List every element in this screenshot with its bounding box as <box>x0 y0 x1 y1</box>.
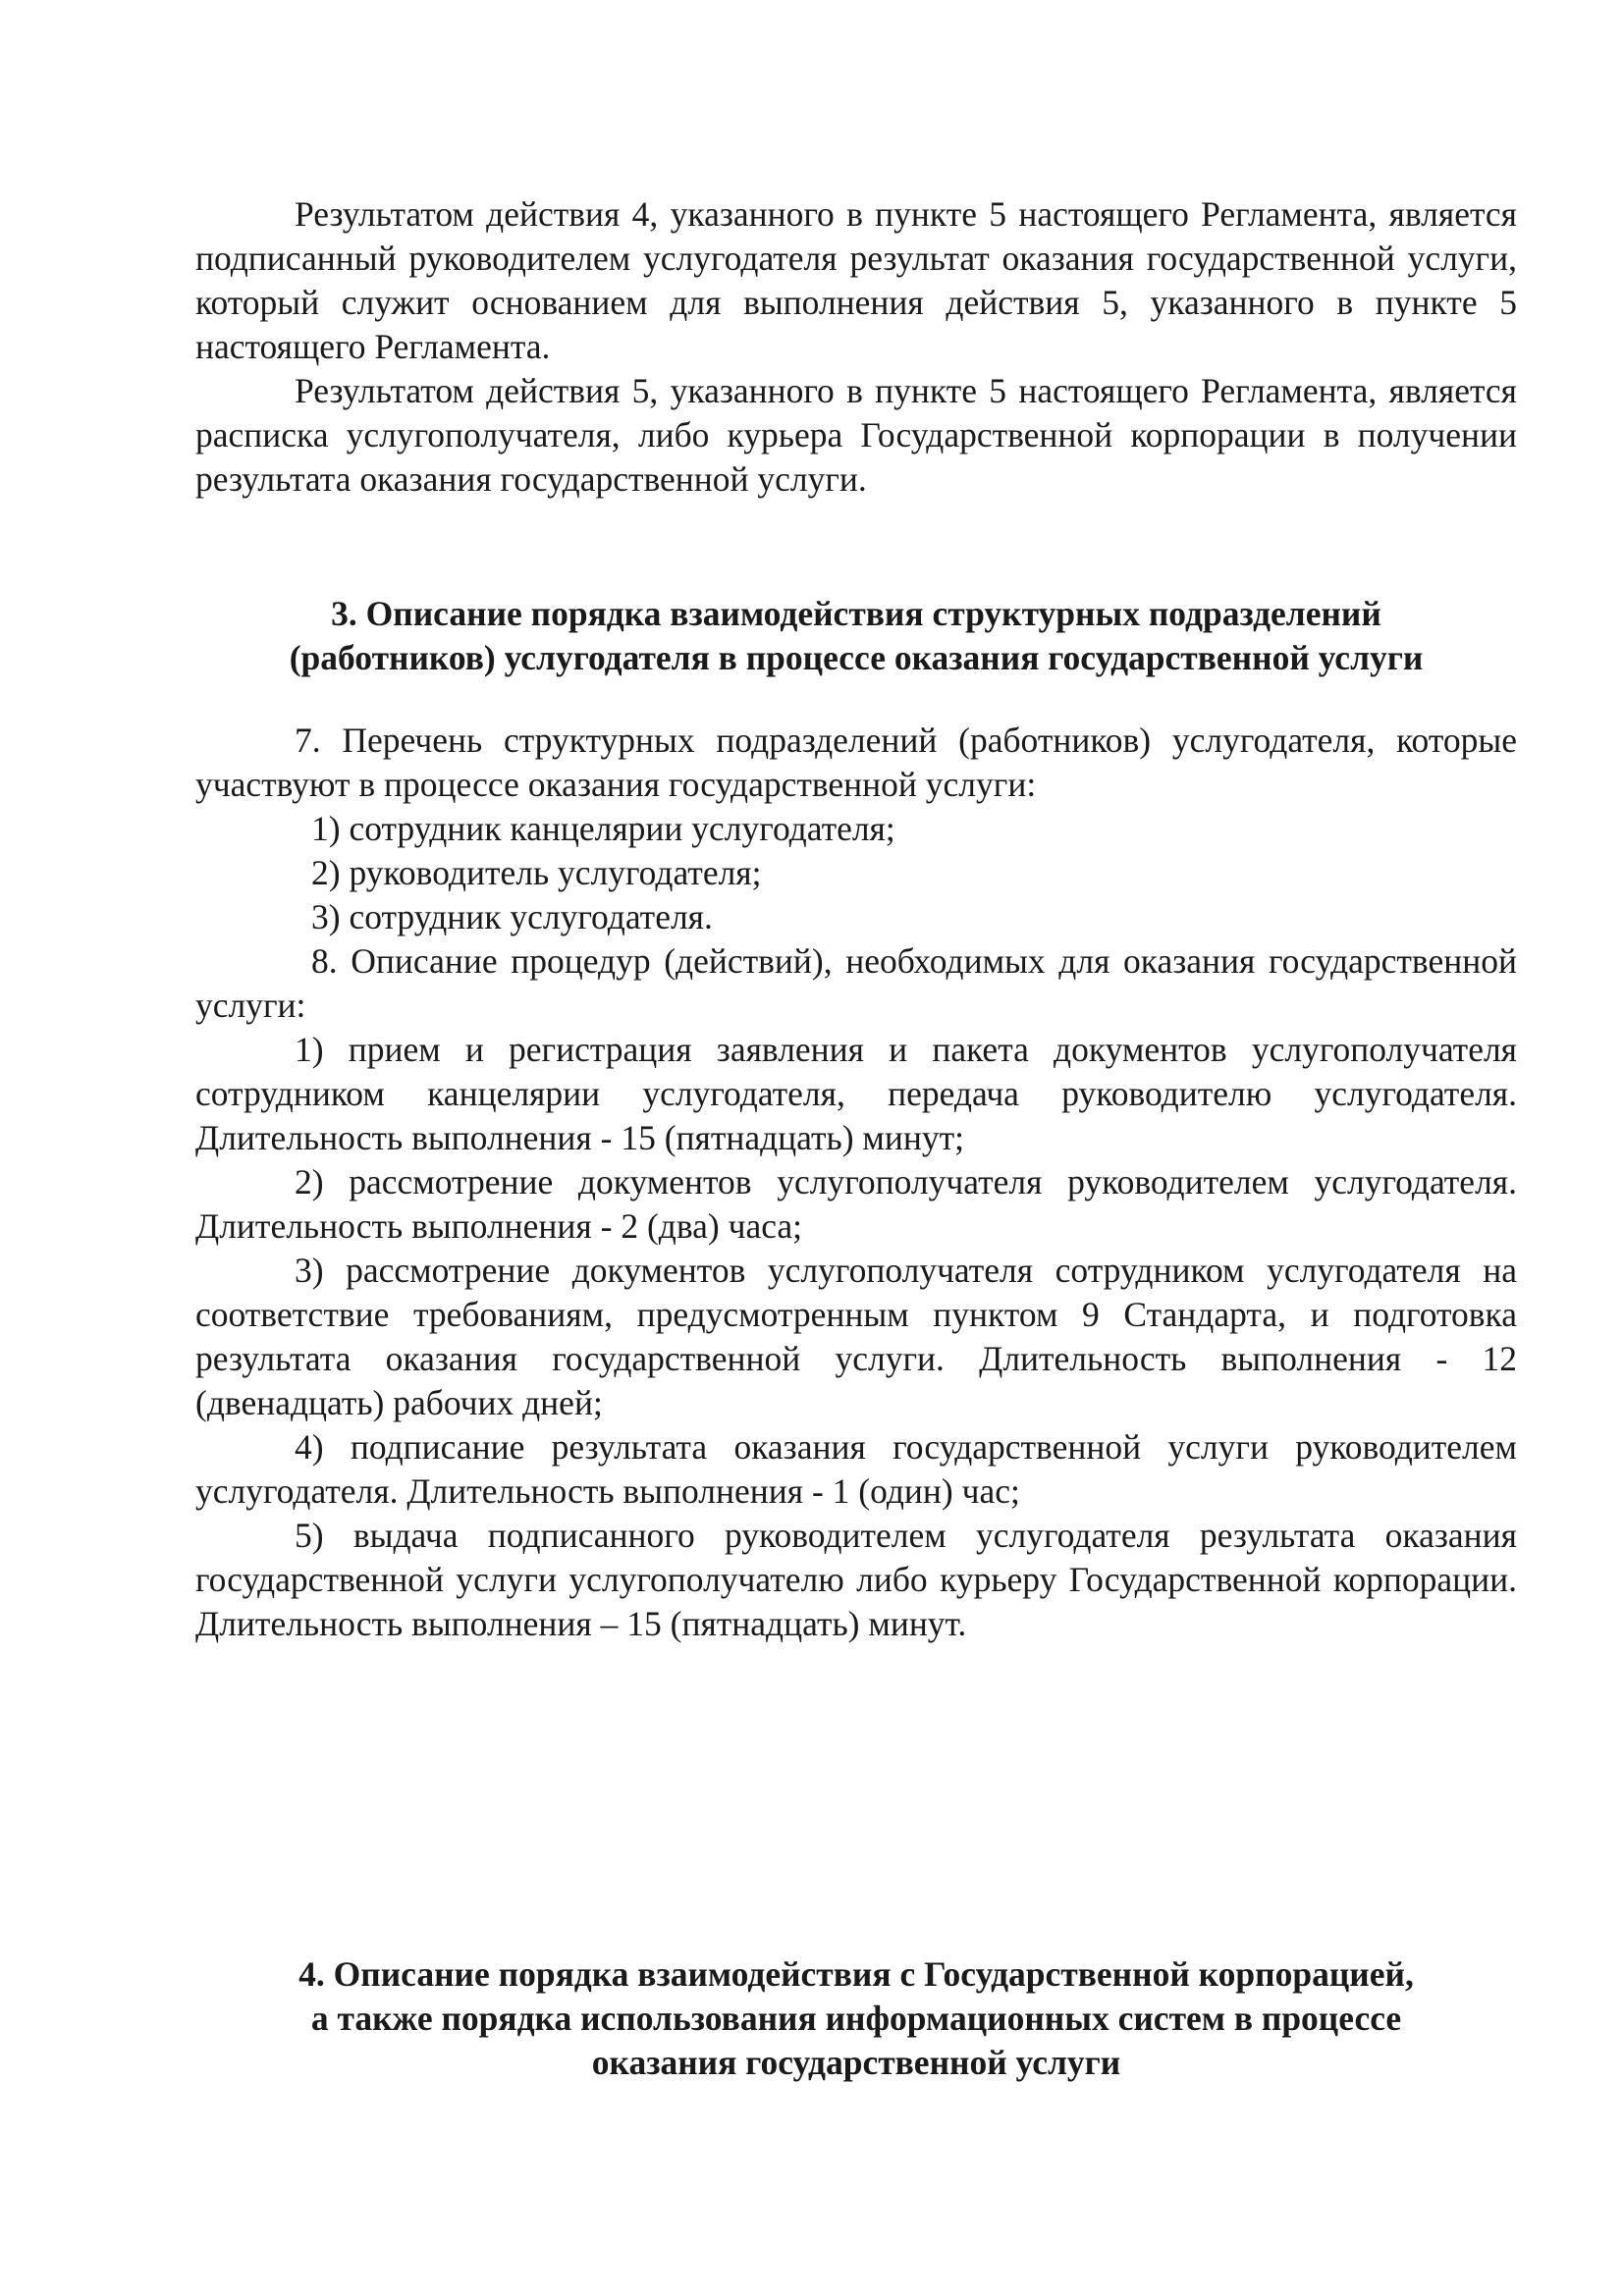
list-8-item-4: 4) подписание результата оказания государственной услуги руководителем услугодателя. Длительность выполнения - 1 (один) час; <box>195 1427 1517 1511</box>
section-4-heading <box>195 1952 1517 2085</box>
list-8-item-2: 2) рассмотрение документов услугополучателя руководителем услугодателя. Длительность выполнения - 2 (два) часа; <box>195 1162 1517 1246</box>
paragraph-8: 8. Описание процедур (действий), необходимых для оказания государственной услуги: <box>195 941 1517 1025</box>
paragraph-result-action-4: Результатом действия 4, указанного в пункте 5 настоящего Регламента, является подписанный руководителем услугодателя результат оказания государственной услуги, который служит основанием для выполнения действия 5, указанного в пункте 5 настоящего Регламента. <box>195 194 1517 366</box>
list-8-item-1: 1) прием и регистрация заявления и пакета документов услугополучателя сотрудником канцелярии услугодателя, передача руководителю услугодателя. Длительность выполнения - 15 (пятнадцать) минут; <box>195 1030 1517 1157</box>
section-4-heading-line-1: 4. Описание порядка взаимодействия с Государственной корпорацией, <box>298 1954 1414 1994</box>
list-7-item-3: 3) сотрудник услугодателя. <box>311 897 713 936</box>
list-7-item-1: 1) сотрудник канцелярии услугодателя; <box>311 809 895 848</box>
section-3-heading <box>195 592 1517 680</box>
section-3-heading-line-1: 3. Описание порядка взаимодействия структурных подразделений <box>331 594 1381 633</box>
list-7-item-2: 2) руководитель услугодателя; <box>311 853 762 892</box>
section-3-heading-line-2: (работников) услугодателя в процессе оказания государственной услуги <box>289 638 1424 677</box>
section-3-body <box>195 719 1517 1646</box>
paragraph-7: 7. Перечень структурных подразделений (работников) услугодателя, которые участвуют в процессе оказания государственной услуги: <box>195 721 1517 804</box>
section-4-heading-line-2: а также порядка использования информационных систем в процессе <box>310 1999 1402 2038</box>
intro-block <box>195 192 1517 502</box>
paragraph-result-action-5: Результатом действия 5, указанного в пункте 5 настоящего Регламента, является расписка услугополучателя, либо курьера Государственной корпорации в получении результата оказания государственной услуги. <box>195 371 1517 499</box>
section-4-heading-line-3: оказания государственной услуги <box>591 2043 1121 2082</box>
list-8-item-3: 3) рассмотрение документов услугополучателя сотрудником услугодателя на соответствие требованиям, предусмотренным пунктом 9 Стандарта, и подготовка результата оказания государственной услуги. Длительность выполнения - 12 (двенадцать) рабочих дней; <box>195 1251 1517 1422</box>
list-8-item-5: 5) выдача подписанного руководителем услугодателя результата оказания государственной услуги услугополучателю либо курьеру Государственной корпорации. Длительность выполнения – 15 (пятнадцать) минут. <box>195 1516 1517 1643</box>
